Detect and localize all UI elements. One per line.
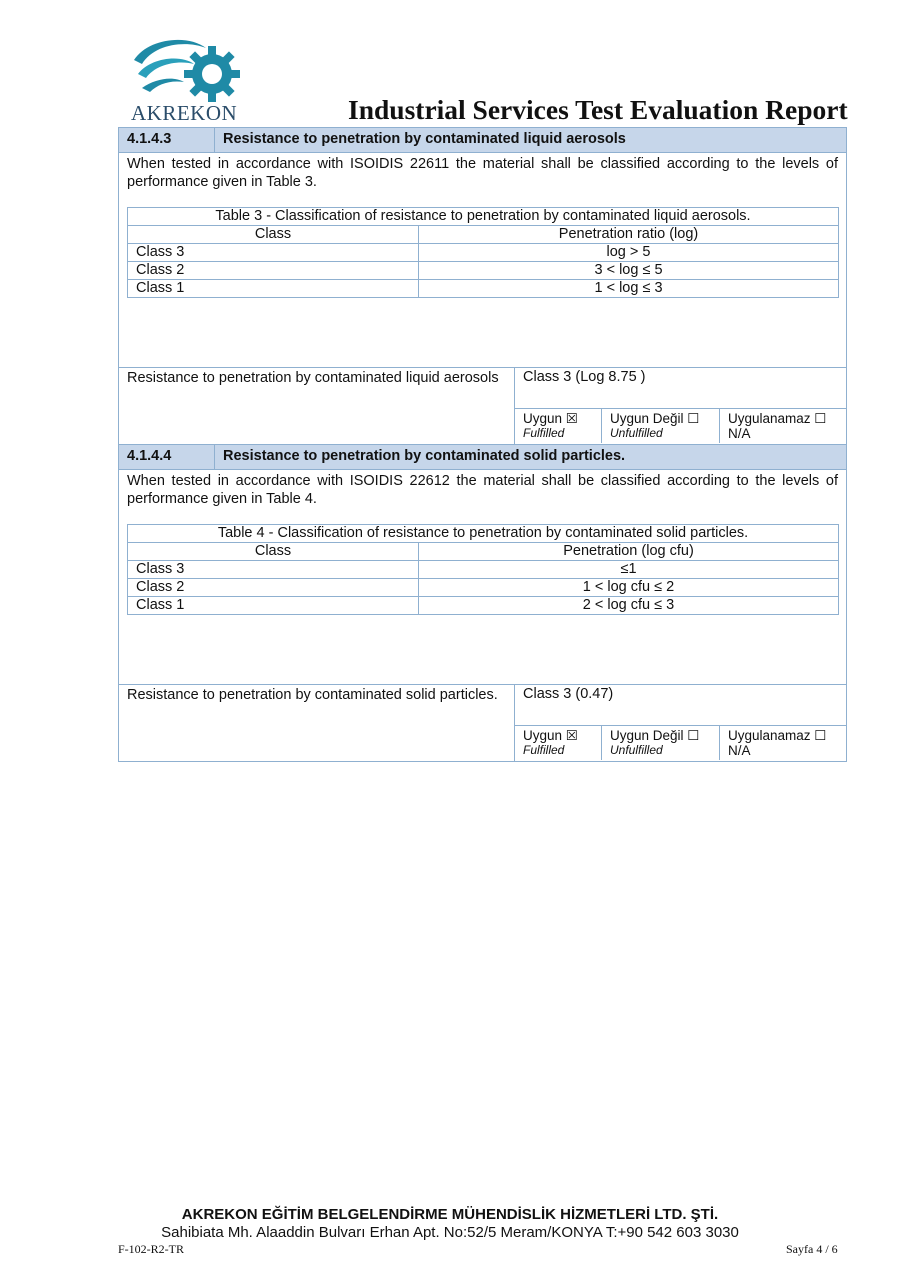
class-cell: Class 3 xyxy=(128,244,419,262)
result-row xyxy=(119,367,846,444)
section-solid-particles xyxy=(118,444,847,762)
footer-address: Sahibiata Mh. Alaaddin Bulvarı Erhan Apt. No:52/5 Meram/KONYA T:+90 542 603 3030 xyxy=(161,1224,739,1241)
section-header xyxy=(119,445,846,470)
class-cell: Class 1 xyxy=(128,597,419,615)
section-intro: When tested in accordance with ISOIDIS 22611 the material shall be classified according to the levels of performance given in Table 3. xyxy=(127,156,838,190)
page-number: Sayfa 4 / 6 xyxy=(786,1242,838,1256)
check-unfulfilled-en: Unfulfilled xyxy=(610,743,663,757)
check-fulfilled[interactable] xyxy=(515,409,601,443)
form-code: F-102-R2-TR xyxy=(118,1242,184,1256)
result-label: Resistance to penetration by contaminated liquid aerosols xyxy=(119,368,515,444)
table-row xyxy=(128,280,839,298)
table-caption: Table 4 - Classification of resistance to penetration by contaminated solid particles. xyxy=(128,525,839,543)
class-cell: Class 1 xyxy=(128,280,419,298)
value-cell: log > 5 xyxy=(419,244,839,262)
check-fulfilled-label: Uygun ☒ xyxy=(523,728,578,743)
check-na-en: N/A xyxy=(728,743,751,758)
value-cell: 1 < log ≤ 3 xyxy=(419,280,839,298)
classification-table xyxy=(127,524,839,615)
value-cell: 2 < log cfu ≤ 3 xyxy=(419,597,839,615)
column-header-value: Penetration ratio (log) xyxy=(419,226,839,244)
check-na-label: Uygulanamaz ☐ xyxy=(728,728,827,743)
evaluation-checkboxes xyxy=(515,726,846,760)
column-header-class: Class xyxy=(128,226,419,244)
check-unfulfilled-label: Uygun Değil ☐ xyxy=(610,411,700,426)
check-unfulfilled[interactable] xyxy=(601,409,719,443)
section-title: Resistance to penetration by contaminated solid particles. xyxy=(223,448,626,464)
check-unfulfilled-label: Uygun Değil ☐ xyxy=(610,728,700,743)
result-row xyxy=(119,684,846,761)
check-fulfilled-label: Uygun ☒ xyxy=(523,411,578,426)
section-number: 4.1.4.4 xyxy=(119,445,215,469)
value-cell: ≤1 xyxy=(419,561,839,579)
report-title: Industrial Services Test Evaluation Report xyxy=(348,94,848,125)
check-not-applicable[interactable] xyxy=(719,409,846,443)
section-number: 4.1.4.3 xyxy=(119,128,215,152)
check-na-en: N/A xyxy=(728,426,751,441)
table-row xyxy=(128,579,839,597)
check-fulfilled-en: Fulfilled xyxy=(523,426,565,440)
table-caption: Table 3 - Classification of resistance to penetration by contaminated liquid aerosols. xyxy=(128,208,839,226)
table-row xyxy=(128,597,839,615)
table-row xyxy=(128,244,839,262)
column-header-value: Penetration (log cfu) xyxy=(419,543,839,561)
check-na-label: Uygulanamaz ☐ xyxy=(728,411,827,426)
logo-text: AKREKON xyxy=(131,101,238,125)
table-row xyxy=(128,561,839,579)
evaluation-checkboxes xyxy=(515,409,846,443)
result-label: Resistance to penetration by contaminated solid particles. xyxy=(119,685,515,761)
class-cell: Class 3 xyxy=(128,561,419,579)
check-unfulfilled-en: Unfulfilled xyxy=(610,426,663,440)
class-cell: Class 2 xyxy=(128,262,419,280)
result-value: Class 3 (Log 8.75 ) xyxy=(515,368,846,409)
table-row xyxy=(128,262,839,280)
section-title: Resistance to penetration by contaminated liquid aerosols xyxy=(223,131,626,147)
footer-company: AKREKON EĞİTİM BELGELENDİRME MÜHENDİSLİK HİZMETLERİ LTD. ŞTİ. xyxy=(181,1206,719,1223)
section-header xyxy=(119,128,846,153)
classification-table xyxy=(127,207,839,298)
check-not-applicable[interactable] xyxy=(719,726,846,760)
class-cell: Class 2 xyxy=(128,579,419,597)
section-liquid-aerosols xyxy=(118,127,847,445)
check-unfulfilled[interactable] xyxy=(601,726,719,760)
check-fulfilled-en: Fulfilled xyxy=(523,743,565,757)
result-value: Class 3 (0.47) xyxy=(515,685,846,726)
check-fulfilled[interactable] xyxy=(515,726,601,760)
column-header-class: Class xyxy=(128,543,419,561)
value-cell: 1 < log cfu ≤ 2 xyxy=(419,579,839,597)
section-intro: When tested in accordance with ISOIDIS 22612 the material shall be classified according to the levels of performance given in Table 4. xyxy=(127,473,838,507)
value-cell: 3 < log ≤ 5 xyxy=(419,262,839,280)
